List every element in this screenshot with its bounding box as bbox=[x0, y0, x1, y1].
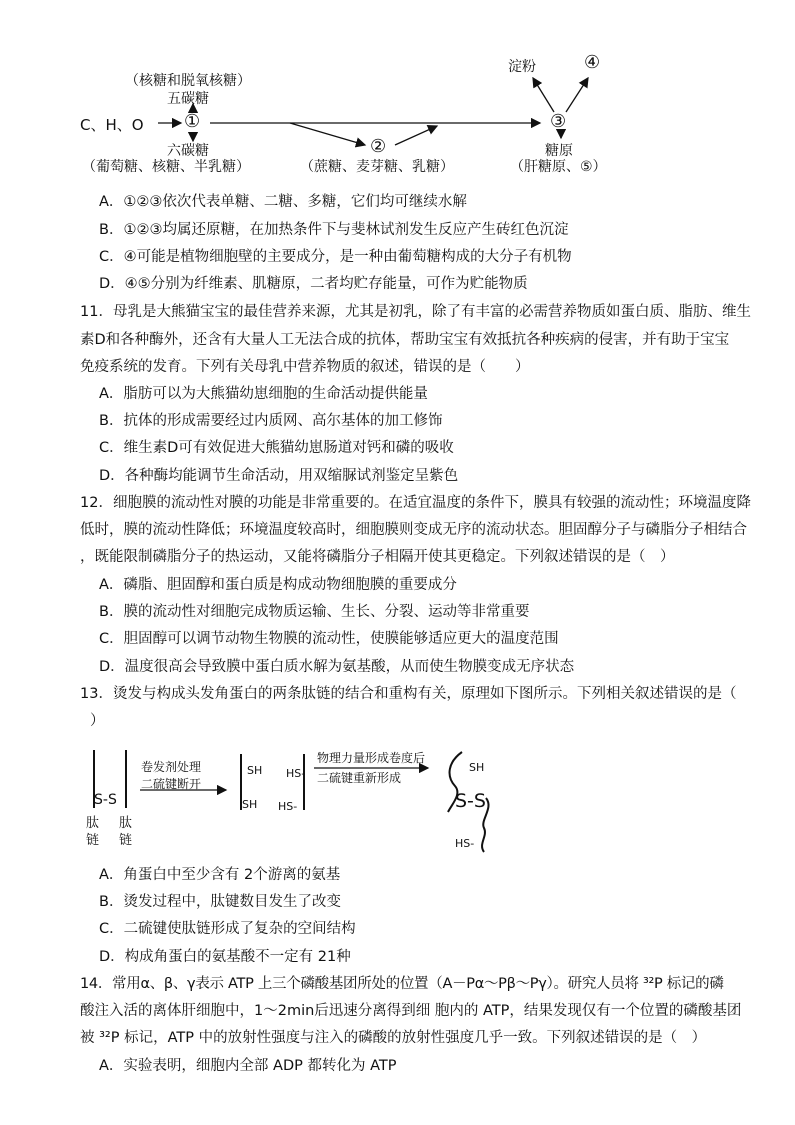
q10-option-a: A．①②③依次代表单糖、二糖、多糖，它们均可继续水解 bbox=[99, 194, 467, 210]
hexose-label: 六碳糖 bbox=[167, 143, 209, 159]
peptide1-char2: 链 bbox=[86, 833, 100, 848]
arrow-2-up bbox=[395, 126, 437, 145]
step2-label-a: 物理力量形成卷度后 bbox=[317, 751, 426, 765]
q11-option-d: D．各种酶均能调节生命活动，用双缩脲试剂鉴定呈紫色 bbox=[99, 468, 459, 484]
sh-group-1: SH bbox=[247, 764, 263, 777]
node-1: ① bbox=[184, 111, 201, 132]
pentose-note: （核糖和脱氧核糖） bbox=[125, 73, 251, 89]
node-4: ④ bbox=[584, 52, 601, 73]
sh-group-3: SH bbox=[469, 761, 485, 774]
ss-bond-reformed: S-S bbox=[455, 790, 486, 812]
q11-option-b: B．抗体的形成需要经过内质网、高尔基体的加工修饰 bbox=[99, 413, 443, 429]
q11-stem-line3: 免疫系统的发育。下列有关母乳中营养物质的叙述，错误的是（ ） bbox=[80, 359, 530, 375]
arrow-3-to-4 bbox=[566, 78, 588, 112]
elements-label: C、H、O bbox=[80, 116, 144, 134]
glycogen-label: 糖原 bbox=[545, 143, 573, 159]
q11-stem-line2: 素D和各种酶外，还含有大量人工无法合成的抗体，帮助宝宝有效抵抗各种疾病的侵害，并有助于宝宝 bbox=[80, 332, 730, 348]
hs-group-1: HS- bbox=[286, 767, 306, 780]
node-3: ③ bbox=[550, 111, 567, 132]
peptide2-char1: 肽 bbox=[119, 816, 133, 831]
q13-option-c: C．二硫键使肽链形成了复杂的空间结构 bbox=[99, 921, 356, 937]
q10-option-c: C．④可能是植物细胞壁的主要成分，是一种由葡萄糖构成的大分子有机物 bbox=[99, 249, 572, 265]
arrow-to-2 bbox=[290, 123, 365, 145]
q11-option-c: C．维生素D可有效促进大熊猫幼崽肠道对钙和磷的吸收 bbox=[99, 440, 454, 456]
q11-option-a: A．脂肪可以为大熊猫幼崽细胞的生命活动提供能量 bbox=[99, 386, 428, 402]
hs-group-3: HS- bbox=[455, 837, 475, 850]
q13-option-b: B．烫发过程中，肽键数目发生了改变 bbox=[99, 894, 341, 910]
step2-label-b: 二硫键重新形成 bbox=[317, 771, 402, 785]
node-2: ② bbox=[370, 136, 387, 157]
glycogen-note: （肝糖原、⑤） bbox=[510, 159, 607, 175]
q12-option-d: D．温度很高会导致膜中蛋白质水解为氨基酸，从而使生物膜变成无序状态 bbox=[99, 659, 575, 675]
q11-stem-line1: 11．母乳是大熊猫宝宝的最佳营养来源，尤其是初乳，除了有丰富的必需营养物质如蛋白质、脂肪、维生 bbox=[80, 304, 751, 320]
ss-bond: S-S bbox=[94, 792, 117, 808]
sh-group-2: SH bbox=[242, 798, 258, 811]
peptide2-char2: 链 bbox=[119, 833, 133, 848]
q10-option-d: D．④⑤分别为纤维素、肌糖原，二者均贮存能量，可作为贮能物质 bbox=[99, 276, 528, 292]
arrow-3-to-starch bbox=[533, 78, 554, 112]
disaccharide-note: （蔗糖、麦芽糖、乳糖） bbox=[300, 159, 454, 175]
q12-option-b: B．膜的流动性对细胞完成物质运输、生长、分裂、运动等非常重要 bbox=[99, 604, 530, 620]
q14-stem-line2: 酸注入活的离体肝细胞中，1～2min后迅速分离得到细 胞内的 ATP，结果发现仅有一个位置的磷酸基团 bbox=[80, 1003, 742, 1019]
q13-stem-line2: ） bbox=[90, 713, 105, 729]
step1-label-b: 二硫键断开 bbox=[141, 777, 202, 791]
step1-label-a: 卷发剂处理 bbox=[141, 760, 202, 774]
q12-stem-line1: 12．细胞膜的流动性对膜的功能是非常重要的。在适宜温度的条件下，膜具有较强的流动性；环境温度降 bbox=[80, 495, 751, 511]
peptide1-char1: 肽 bbox=[86, 816, 100, 831]
hs-group-2: HS- bbox=[278, 800, 298, 813]
q14-option-a: A．实验表明，细胞内全部 ADP 都转化为 ATP bbox=[99, 1058, 397, 1074]
q12-option-c: C．胆固醇可以调节动物生物膜的流动性，使膜能够适应更大的温度范围 bbox=[99, 631, 559, 647]
q12-stem-line3: ，既能限制磷脂分子的热运动，又能将磷脂分子相隔开使其更稳定。下列叙述错误的是（ ） bbox=[80, 549, 675, 565]
q10-option-b: B．①②③均属还原糖，在加热条件下与斐林试剂发生反应产生砖红色沉淀 bbox=[99, 222, 569, 238]
q14-stem-line3: 被 ³²P 标记，ATP 中的放射性强度与注入的磷酸的放射性强度几乎一致。下列叙述错误的是（ ） bbox=[80, 1030, 707, 1046]
q13-stem-line1: 13．烫发与构成头发角蛋白的两条肽链的结合和重构有关，原理如下图所示。下列相关叙述错误的是（ bbox=[80, 686, 737, 702]
q14-stem-line1: 14．常用α、β、γ表示 ATP 上三个磷酸基团所处的位置（A－Pα～Pβ～Pγ）。研究人员将 ³²P 标记的磷 bbox=[80, 976, 724, 992]
q13-option-a: A．角蛋白中至少含有 2个游离的氨基 bbox=[99, 867, 341, 883]
q12-option-a: A．磷脂、胆固醇和蛋白质是构成动物细胞膜的重要成分 bbox=[99, 577, 457, 593]
starch-label: 淀粉 bbox=[508, 59, 536, 75]
q13-option-d: D．构成角蛋白的氨基酸不一定有 21种 bbox=[99, 949, 351, 965]
pentose-label: 五碳糖 bbox=[167, 91, 209, 107]
hexose-note: （葡萄糖、核糖、半乳糖） bbox=[82, 159, 250, 175]
q12-stem-line2: 低时，膜的流动性降低；环境温度较高时，细胞膜则变成无序的流动状态。胆固醇分子与磷脂分子相结合 bbox=[80, 522, 747, 538]
